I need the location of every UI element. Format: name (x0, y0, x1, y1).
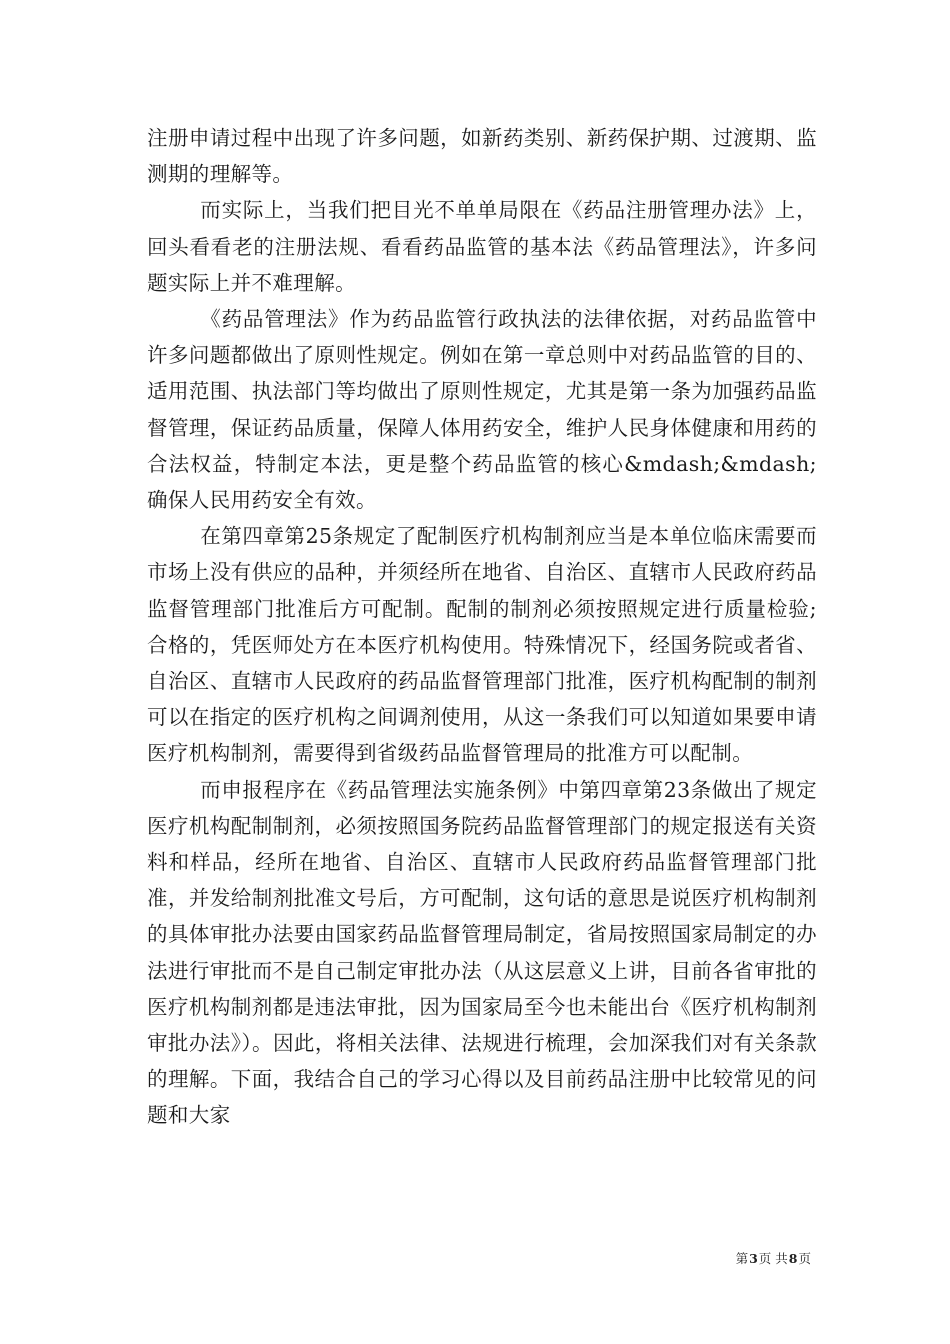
total-pages-number: 8 (788, 1251, 798, 1266)
footer-suffix: 页 (798, 1251, 811, 1266)
paragraph-5: 而申报程序在《药品管理法实施条例》中第四章第23条做出了规定医疗机构配制制剂，必须按照国务院药品监督管理部门的规定报送有关资料和样品，经所在地省、自治区、直辖市人民政府药品监督管理部门批准，并发给制剂批准文号后，方可配制，这句话的意思是说医疗机构制剂的具体审批办法要由国家药品监督管理局制定，省局按照国家局制定的办法进行审批而不是自己制定审批办法（从这层意义上讲，目前各省审批的医疗机构制剂都是违法审批，因为国家局至今也未能出台《医疗机构制剂审批办法》）。因此，将相关法律、法规进行梳理，会加深我们对有关条款的理解。下面，我结合自己的学习心得以及目前药品注册中比较常见的问题和大家 (147, 777, 817, 1128)
page-footer (0, 1249, 950, 1267)
paragraph-1: 注册申请过程中出现了许多问题，如新药类别、新药保护期、过渡期、监测期的理解等。 (147, 126, 817, 187)
current-page-number: 3 (749, 1251, 758, 1266)
paragraph-4: 在第四章第25条规定了配制医疗机构制剂应当是本单位临床需要而市场上没有供应的品种，并须经所在地省、自治区、直辖市人民政府药品监督管理部门批准后方可配制。配制的制剂必须按照规定进行质量检验;合格的，凭医师处方在本医疗机构使用。特殊情况下，经国务院或者省、自治区、直辖市人民政府的药品监督管理部门批准，医疗机构配制的制剂可以在指定的医疗机构之间调剂使用，从这一条我们可以知道如果要申请医疗机构制剂，需要得到省级药品监督管理局的批准方可以配制。 (147, 524, 817, 766)
paragraph-2: 而实际上，当我们把目光不单单局限在《药品注册管理办法》上，回头看看老的注册法规、看看药品监管的基本法《药品管理法》，许多问题实际上并不难理解。 (147, 198, 817, 295)
footer-middle: 页 共 (758, 1251, 788, 1266)
paragraph-3: 《药品管理法》作为药品监管行政执法的法律依据，对药品监管中许多问题都做出了原则性规定。例如在第一章总则中对药品监管的目的、适用范围、执法部门等均做出了原则性规定，尤其是第一条为加强药品监督管理，保证药品质量，保障人体用药安全，维护人民身体健康和用药的合法权益，特制定本法，更是整个药品监管的核心&mdash;&mdash;确保人民用药安全有效。 (147, 307, 817, 513)
footer-prefix: 第 (735, 1251, 749, 1266)
document-body (147, 120, 817, 1134)
